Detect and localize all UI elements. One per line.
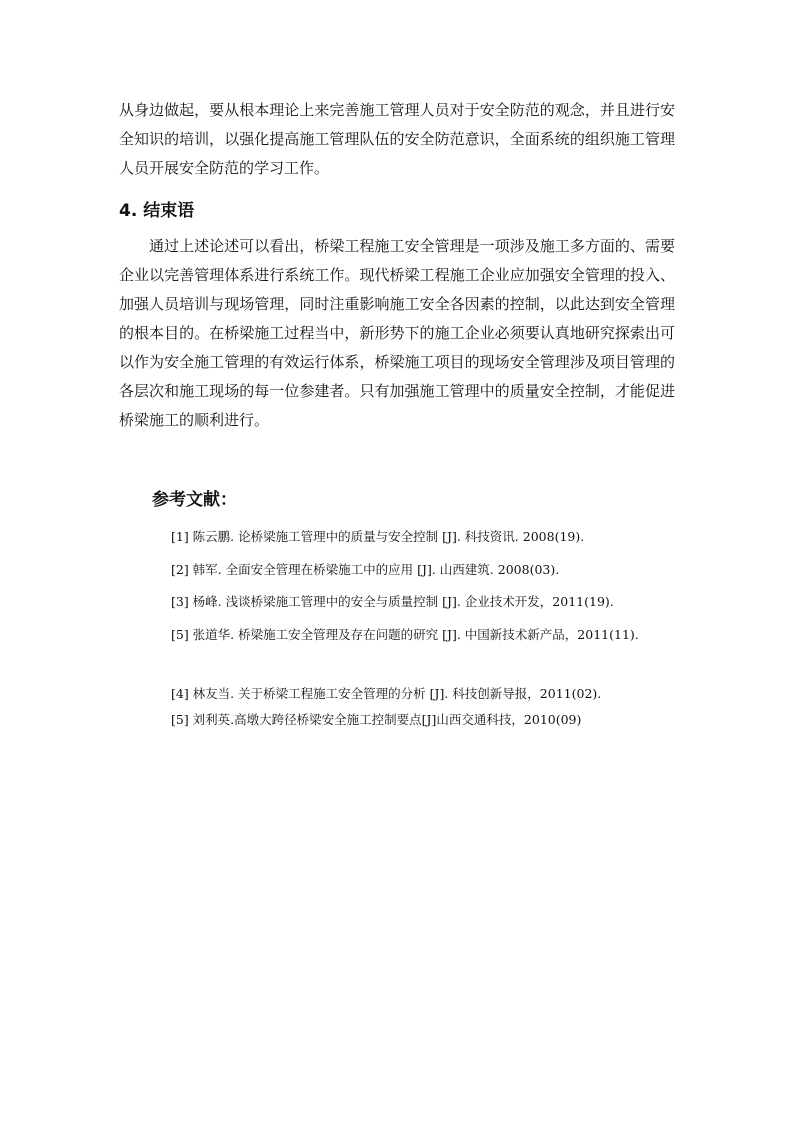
body-paragraph: 从身边做起，要从根本理论上来完善施工管理人员对于安全防范的观念，并且进行安全知识的培训，以强化提高施工管理队伍的安全防范意识，全面系统的组织施工管理人员开展安全防范的学习工作。	[119, 101, 675, 177]
section-heading: 4. 结束语	[119, 201, 195, 221]
references-heading: 参考文献：	[152, 490, 237, 510]
reference-item: [2] 韩军. 全面安全管理在桥梁施工中的应用 [J]. 山西建筑. 2008(03).	[171, 562, 560, 577]
reference-item: [4] 林友当. 关于桥梁工程施工安全管理的分析 [J]. 科技创新导报，2011(02).	[171, 686, 602, 701]
reference-item: [5] 张道华. 桥梁施工安全管理及存在问题的研究 [J]. 中国新技术新产品，2011(11).	[171, 627, 639, 642]
body-paragraph: 通过上述论述可以看出，桥梁工程施工安全管理是一项涉及施工多方面的、需要企业以完善管理体系进行系统工作。现代桥梁工程施工企业应加强安全管理的投入、加强人员培训与现场管理，同时注重影响施工安全各因素的控制，以此达到安全管理的根本目的。在桥梁施工过程当中，新形势下的施工企业必须要认真地研究探索出可以作为安全施工管理的有效运行体系，桥梁施工项目的现场安全管理涉及项目管理的各层次和施工现场的每一位参建者。只有加强施工管理中的质量安全控制，才能促进桥梁施工的顺利进行。	[119, 237, 675, 429]
reference-item: [5] 刘利英.高墩大跨径桥梁安全施工控制要点[J]山西交通科技，2010(09)	[171, 712, 582, 727]
reference-item: [3] 杨峰. 浅谈桥梁施工管理中的安全与质量控制 [J]. 企业技术开发，2011(19).	[171, 594, 614, 609]
reference-item: [1] 陈云鹏. 论桥梁施工管理中的质量与安全控制 [J]. 科技资讯. 2008(19).	[171, 529, 585, 544]
